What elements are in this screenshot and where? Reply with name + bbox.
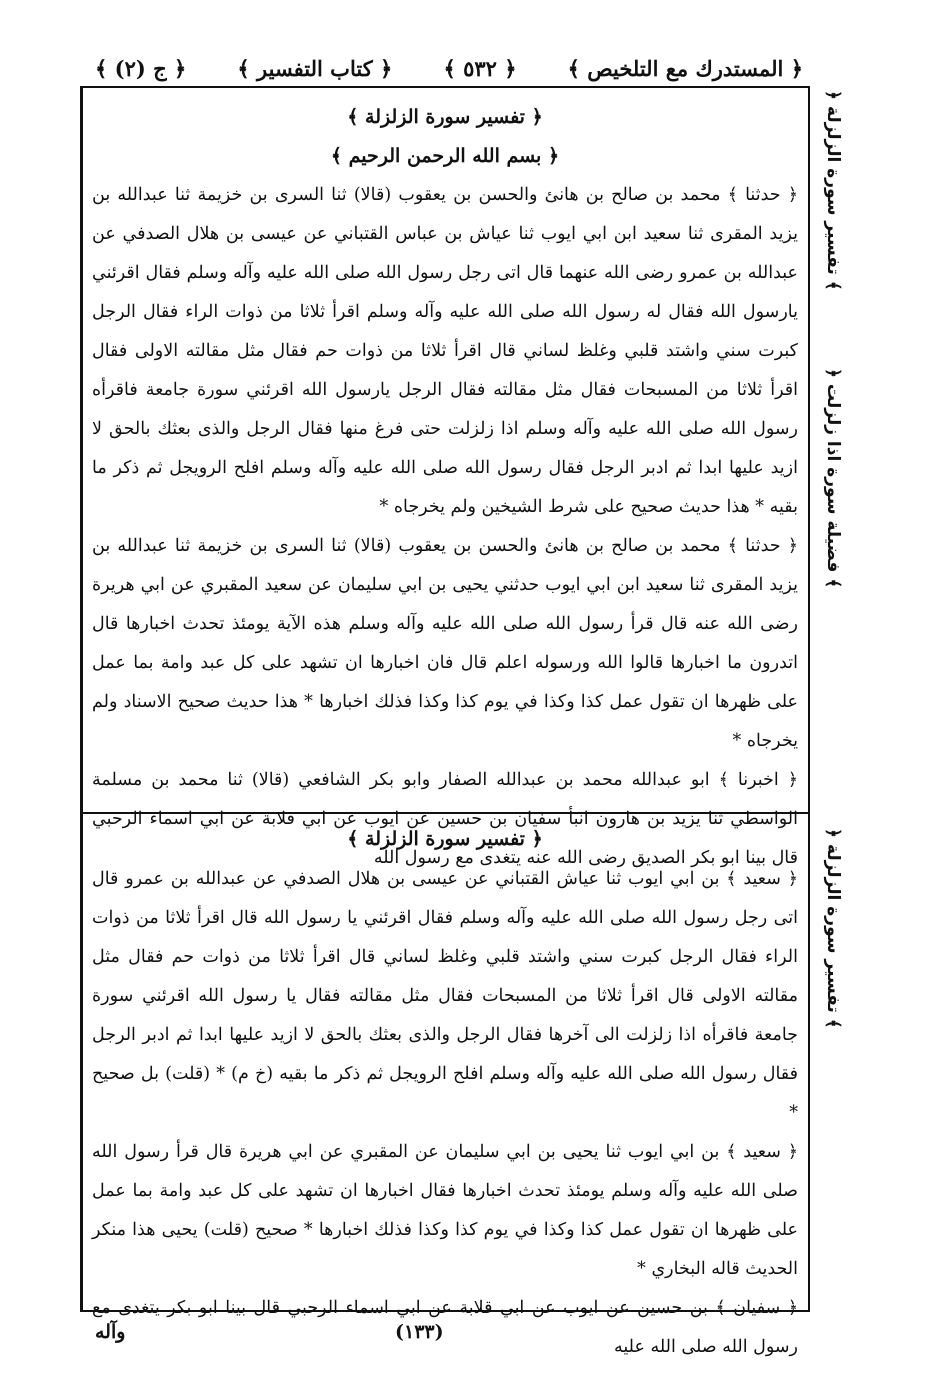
page-header: [95, 44, 803, 92]
upper-section: [92, 98, 798, 176]
margin-note-tafsir-lower: ﴿ تفسير سورة الزلزلة ﴾: [823, 828, 843, 1029]
lower-section: [92, 820, 798, 859]
catchword: وآله: [95, 1321, 126, 1343]
lower-surah-title: ﴿ تفسير سورة الزلزلة ﴾: [347, 828, 543, 850]
page-number-bottom: (١٣٣): [395, 1321, 444, 1343]
volume-label: ﴿ ج (٢) ﴾: [95, 55, 187, 81]
margin-note-tafsir-upper: ﴿ تفسير سورة الزلزلة ﴾: [823, 90, 843, 291]
chapter-title: ﴿ كتاب التفسير ﴾: [237, 55, 393, 81]
lower-talkhis-1: ﴿ سعيد ﴾ بن ابي ايوب ثنا عياش القتباني عن عيسى بن هلال الصدفي عن عبدالله بن عمرو قال اتى رجل رسول الله صلى الله عليه وآله وسلم فقال اقرئني يا رسول الله قال اقرأ ثلاثا من ذوات الراء فقال الرجل كبرت سني واشتد قلبي وغلظ لساني قال اقرأ ثلاثا من ذوات حم فقال مثل مقالته الاولى قال اقرأ ثلاثا من المسبحات فقال مثل مقالته فقال يا رسول الله اقرئني سورة جامعة فاقرأه اذا زلزلت الى آخرها فقال الرجل والذى بعثك بالحق لا ازيد عليها ابدا ثم ادبر الرجل فقال رسول الله صلى الله عليه وآله وسلم افلح الرويجل ثم ذكر ما بقيه (خ م) * (قلت) بل صحيح *: [92, 869, 798, 1123]
upper-hadith-1: ﴿ حدثنا ﴾ محمد بن صالح بن هانئ والحسن بن يعقوب (قالا) ثنا السرى بن خزيمة ثنا عبدالله بن يزيد المقرى ثنا سعيد ابن ابي ايوب ثنا عياش بن عباس القتباني عن عيسى بن هلال الصدفي عن عبدالله بن عمرو رضى الله عنهما قال اتى رجل رسول الله صلى الله عليه وآله وسلم فقال اقرئني يارسول الله فقال له رسول الله صلى الله عليه وآله وسلم اقرأ ثلاثا من ذوات الراء فقال الرجل كبرت سني واشتد قلبي وغلظ لساني قال اقرأ ثلاثا من ذوات حم فقال مثل مقالته الاولى فقال اقرأ ثلاثا من المسبحات فقال مثل مقالته فقال الرجل يارسول الله اقرئني سورة جامعة فاقرأه رسول الله صلى الله عليه وآله وسلم اذا زلزلت حتى فرغ منها فقال الرجل والذى بعثك بالحق لا ازيد عليها ابدا ثم ادبر الرجل فقال رسول الله صلى الله عليه وآله وسلم افلح الرويجل ثم ذكر ما بقيه * هذا حديث صحيح على شرط الشيخين ولم يخرجاه *: [92, 185, 798, 517]
lower-body: [92, 860, 798, 1367]
page-number-top: ﴿ ٥٣٢ ﴾: [443, 55, 517, 81]
basmala: ﴿ بسم الله الرحمن الرحيم ﴾: [330, 145, 560, 167]
book-title: ﴿ المستدرك مع التلخيص ﴾: [567, 55, 803, 81]
upper-body: [92, 176, 798, 878]
margin-note-fadila: ﴿ فضيلة سورة اذا زلزلت ﴾: [823, 368, 843, 589]
lower-talkhis-3: ﴿ سفيان ﴾ بن حسين عن ايوب عن ابي قلابة عن ابي اسماء الرحبي قال بينا ابو بكر يتغدى مع رسول الله صلى الله عليه: [92, 1298, 798, 1357]
upper-surah-title: ﴿ تفسير سورة الزلزلة ﴾: [347, 106, 543, 128]
upper-hadith-2: ﴿ حدثنا ﴾ محمد بن صالح بن هانئ والحسن بن يعقوب (قالا) ثنا السرى بن خزيمة ثنا عبدالله بن يزيد المقرى ثنا سعيد ابن ابي ايوب حدثني يحيى بن ابي سليمان عن سعيد المقبري عن ابي هريرة رضى الله عنه قال قرأ رسول الله صلى الله عليه وآله وسلم هذه الآية يومئذ تحدث اخبارها قال اتدرون ما اخبارها قالوا الله ورسوله اعلم قال فان اخبارها ان تشهد على كل عبد وامة بما عمل على ظهرها ان تقول عمل كذا وكذا في يوم كذا وكذا فذلك اخبارها * هذا حديث صحيح الاسناد ولم يخرجاه *: [92, 536, 798, 751]
upper-hadith-3: ﴿ اخبرنا ﴾ ابو عبدالله محمد بن عبدالله الصفار وابو بكر الشافعي (قالا) ثنا محمد بن مسلمة الواسطي ثنا يزيد بن هارون انبأ سفيان بن حسين عن ايوب عن ابي قلابة عن ابي اسماء الرحبي قال بينا ابو بكر الصديق رضى الله عنه يتغدى مع رسول الله: [92, 770, 798, 868]
lower-talkhis-2: ﴿ سعيد ﴾ بن ابي ايوب ثنا يحيى بن ابي سليمان عن المقبري عن ابي هريرة قال قرأ رسول الله صلى الله عليه وآله وسلم يومئذ تحدث اخبارها فقال اخبارها ان تشهد على كل عبد وامة بما عمل على ظهرها ان تقول عمل كذا وكذا في يوم كذا وكذا فذلك اخبارها * صحيح (قلت) يحيى هذا منكر الحديث قاله البخاري *: [92, 1142, 798, 1279]
page-footer: [95, 1315, 803, 1355]
